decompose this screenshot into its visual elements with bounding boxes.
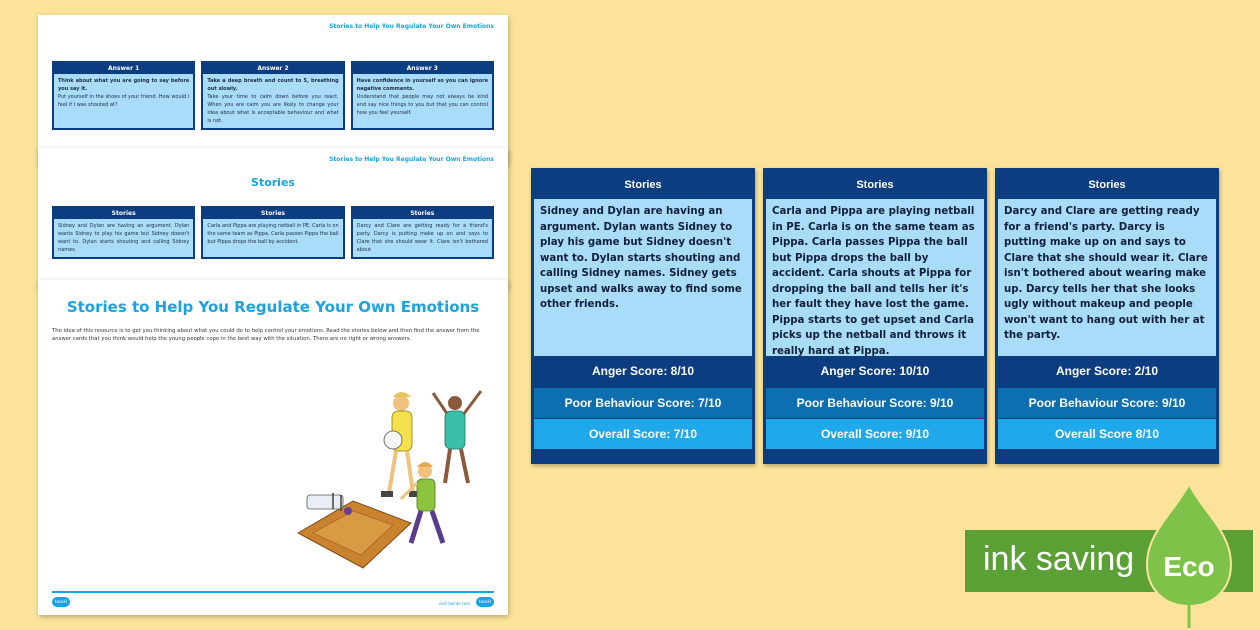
- answer-card-title: Answer 1: [54, 63, 193, 74]
- answer-card-bold: Think about what you are going to say before you say it.: [58, 78, 190, 92]
- twinkl-logo: twinkl: [52, 597, 70, 607]
- story-card-title: Stories: [856, 179, 894, 191]
- story-card-title: Stories: [1088, 179, 1126, 191]
- netball-players-illustration: [293, 383, 493, 573]
- overall-score: Overall Score: 9/10: [766, 418, 984, 449]
- stories-sheet: [38, 148, 508, 288]
- poor-behaviour-score: Poor Behaviour Score: 9/10: [998, 387, 1216, 418]
- answer-cards: [52, 61, 494, 130]
- story-mini-card: [52, 206, 195, 259]
- answer-card: [52, 61, 195, 130]
- story-card-text: Sidney and Dylan are having an argument. Dylan wants Sidney to play his game but Sidney doesn't want to. Dylan starts shouting and calling Sidney names. Sidney gets upset and walks away to find some other friends.: [534, 199, 752, 356]
- poor-behaviour-score: Poor Behaviour Score: 9/10: [766, 387, 984, 418]
- story-card-text: Carla and Pippa are playing netball in PE. Carla is on the same team as Pippa. Carla passes Pippa the ball but Pippa drops the ball by accident. Carla shouts at Pippa for dropping the ball and tells her it's her fault they have lost the game. Pippa starts to get upset and Carla picks up the netball and throws it really hard at Pippa.: [766, 199, 984, 356]
- page-title: Stories to Help You Regulate Your Own Emotions: [66, 298, 480, 316]
- story-card: [763, 168, 987, 464]
- answer-card-title: Answer 2: [203, 63, 342, 74]
- anger-score: Anger Score: 8/10: [534, 356, 752, 387]
- anger-score: Anger Score: 2/10: [998, 356, 1216, 387]
- title-sheet: [38, 280, 508, 615]
- leaf-icon: [1143, 482, 1235, 630]
- story-mini-title: Stories: [54, 208, 193, 219]
- intro-text: The idea of this resource is to get you thinking about what you could do to help control your emotions. Read the stories below and then find the answer from the answer cards that you think would help the young people cope in the best way with the situation. There are no right or wrong answers.: [52, 328, 480, 342]
- story-mini-text: Darcy and Clare are getting ready for a friend's party. Darcy is putting make up on and says to Clare that she should wear it. Clare isn't bothered about: [356, 223, 488, 253]
- answer-card: [201, 61, 344, 130]
- answer-card-title: Answer 3: [353, 63, 492, 74]
- answer-card-bold: Take a deep breath and count to 5, breathing out slowly.: [207, 78, 339, 92]
- eco-label: Eco: [1163, 551, 1215, 582]
- stories-heading: Stories: [251, 176, 295, 189]
- anger-score: Anger Score: 10/10: [766, 356, 984, 387]
- answer-card-text: Put yourself in the shoes of your friend. How would I feel if I was shouted at?: [58, 94, 190, 108]
- sheet-header: Stories to Help You Regulate Your Own Emotions: [329, 23, 494, 30]
- story-card: [995, 168, 1219, 464]
- story-mini-card: [201, 206, 344, 259]
- overall-score: Overall Score 8/10: [998, 418, 1216, 449]
- story-card: [531, 168, 755, 464]
- story-card-title: Stories: [624, 179, 662, 191]
- story-card-text: Darcy and Clare are getting ready for a friend's party. Darcy is putting make up on and says to Clare that she should wear it. Clare isn't bothered about wearing make up. Darcy tells her that she looks ugly without makeup and people won't want to hang out with her at the party.: [998, 199, 1216, 356]
- answer-card-bold: Have confidence in yourself so you can ignore negative comments.: [356, 78, 488, 92]
- poor-behaviour-score: Poor Behaviour Score: 7/10: [534, 387, 752, 418]
- footer-url: visit twinkl.com: [438, 601, 470, 606]
- twinkl-logo-right: twinkl: [476, 597, 494, 607]
- answer-card-text: Take your time to calm down before you react. When you are calm you are likely to change your idea about what is acceptable behaviour and what is not.: [207, 94, 339, 124]
- story-mini-text: Sidney and Dylan are having an argument. Dylan wants Sidney to play his game but Sidney doesn't want to. Dylan starts shouting and calling Sidney names.: [58, 223, 190, 253]
- answer-card-text: Understand that people may not always be kind and say nice things to you but that you can control how you feel yourself.: [356, 94, 488, 116]
- footer-divider: [52, 591, 494, 593]
- story-mini-title: Stories: [353, 208, 492, 219]
- story-mini-text: Carla and Pippa are playing netball in PE. Carla is on the same team as Pippa. Carla passes Pippa the ball but Pippa drops the ball by accident.: [207, 223, 339, 245]
- story-mini-title: Stories: [203, 208, 342, 219]
- answer-cards-sheet: [38, 15, 508, 165]
- story-mini-cards: [52, 206, 494, 259]
- answer-card: [351, 61, 494, 130]
- sheet-header: Stories to Help You Regulate Your Own Emotions: [329, 156, 494, 163]
- story-mini-card: [351, 206, 494, 259]
- ink-saving-label: ink saving: [983, 540, 1135, 578]
- overall-score: Overall Score: 7/10: [534, 418, 752, 449]
